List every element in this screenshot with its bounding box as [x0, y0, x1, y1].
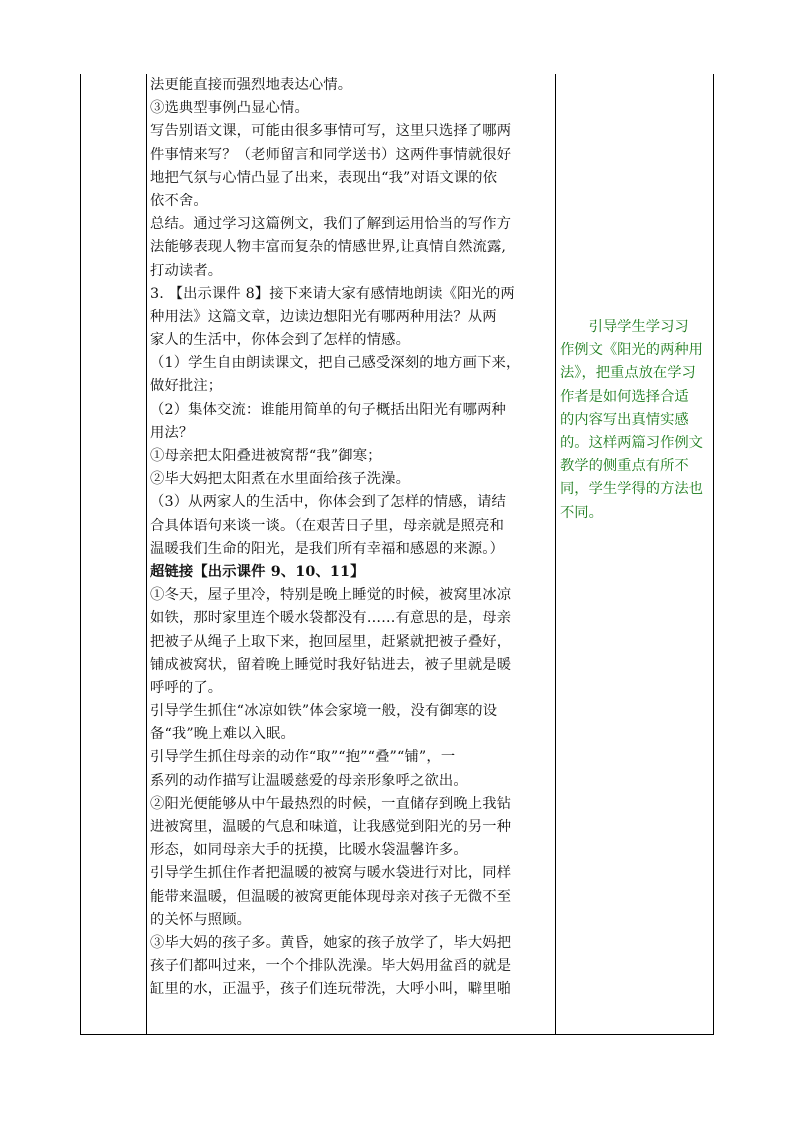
note-line: 作者是如何选择合适 — [560, 388, 689, 405]
text-line: 形态，如同母亲大手的抚摸，比暖水袋温馨许多。 — [150, 842, 468, 859]
text-line: 总结。通过学习这篇例文，我们了解到运用恰当的写作方 — [150, 216, 512, 233]
note-line: 的内容写出真情实感 — [560, 411, 689, 428]
text-line: 孩子们都叫过来，一个个排队洗澡。毕大妈用盆舀的就是 — [150, 958, 512, 975]
teaching-process-column — [150, 74, 554, 1002]
text-line: 依不舍。 — [150, 192, 208, 209]
text-line: 家人的生活中，你体会到了怎样的情感。 — [150, 332, 411, 349]
text-line: 种用法》这篇文章，边读边想阳光有哪两种用法？从两 — [150, 308, 497, 325]
text-line: 写告别语文课，可能由很多事情可写，这里只选择了哪两 — [150, 123, 512, 140]
text-line: 系列的动作描写让温暖慈爱的母亲形象呼之欲出。 — [150, 772, 468, 789]
text-line: 缸里的水，正温乎，孩子们连玩带洗，大呼小叫，噼里啪 — [150, 981, 512, 998]
text-line: 件事情来写？（老师留言和同学送书）这两件事情就很好 — [150, 146, 512, 163]
table-divider-1 — [146, 74, 147, 1035]
note-line: 法》，把重点放在学习 — [560, 365, 696, 382]
text-line: 用法？ — [150, 424, 194, 441]
text-line: 如铁，那时家里连个暖水袋都没有……有意思的是，母亲 — [150, 610, 512, 627]
text-line: 备“我”晚上难以入眠。 — [150, 726, 295, 743]
text-line: 法能够表现人物丰富而复杂的情感世界,让真情自然流露, — [150, 239, 507, 256]
table-border-right — [713, 74, 714, 1035]
text-line: 铺成被窝状，留着晚上睡觉时我好钻进去，被子里就是暖 — [150, 656, 512, 673]
text-line: 的关怀与照顾。 — [150, 911, 252, 928]
text-line: 把被子从绳子上取下来，抱回屋里，赶紧就把被子叠好， — [150, 633, 512, 650]
text-line: 引导学生抓住作者把温暖的被窝与暖水袋进行对比，同样 — [150, 865, 512, 882]
table-border-left — [80, 74, 81, 1035]
text-line: 地把气氛与心情凸显了出来，表现出“我”对语文课的依 — [150, 169, 498, 186]
text-line: 能带来温暖，但温暖的被窝更能体现母亲对孩子无微不至 — [150, 888, 512, 905]
text-line: （1）学生自由朗读课文，把自己感受深刻的地方画下来， — [150, 355, 521, 372]
text-line: 法更能直接而强烈地表达心情。 — [150, 77, 353, 93]
text-line: 超链接【出示课件 9、10、11】 — [150, 563, 365, 580]
text-line: ②毕大妈把太阳煮在水里面给孩子洗澡。 — [150, 471, 411, 488]
note-line: 同，学生学得的方法也 — [560, 481, 703, 498]
text-line: 打动读者。 — [150, 262, 223, 279]
note-line: 作例文《阳光的两种用 — [560, 342, 703, 359]
text-line: 3. 【出示课件 8】接下来请大家有感情地朗读《阳光的两 — [150, 285, 515, 302]
note-line: 引导学生学习习 — [560, 319, 689, 335]
text-line: 呼呼的了。 — [150, 679, 223, 696]
text-line: ①母亲把太阳叠进被窝帮“我”御寒； — [150, 448, 382, 464]
note-line: 的。这样两篇习作例文 — [560, 434, 703, 451]
table-border-bottom — [80, 1034, 714, 1035]
text-line: 进被窝里，温暖的气息和味道，让我感觉到阳光的另一种 — [150, 819, 512, 835]
text-line: ③毕大妈的孩子多。黄昏，她家的孩子放学了，毕大妈把 — [150, 934, 512, 951]
text-line: 合具体语句来谈一谈。（在艰苦日子里，母亲就是照亮和 — [150, 517, 505, 534]
note-line: 不同。 — [560, 504, 603, 521]
text-line: 引导学生抓住母亲的动作“取”“抱”“叠”“铺”，一 — [150, 749, 456, 766]
text-line: 做好批注； — [150, 378, 223, 395]
note-line: 教学的侧重点有所不 — [560, 458, 689, 475]
table-divider-2 — [555, 74, 556, 1035]
text-line: ②阳光便能够从中午最热烈的时候，一直储存到晚上我钻 — [150, 795, 512, 812]
text-line: ①冬天，屋子里冷，特别是晚上睡觉的时候，被窝里冰凉 — [150, 587, 512, 604]
design-intent-column — [560, 316, 712, 525]
text-line: 温暖我们生命的阳光，是我们所有幸福和感恩的来源。） — [150, 540, 505, 557]
text-line: 引导学生抓住“冰凉如铁”体会家境一般，没有御寒的设 — [150, 703, 498, 720]
text-line: （3）从两家人的生活中，你体会到了怎样的情感，请结 — [150, 494, 506, 511]
text-line: （2）集体交流：谁能用简单的句子概括出阳光有哪两种 — [150, 401, 506, 418]
text-line: ③选典型事例凸显心情。 — [150, 100, 309, 117]
